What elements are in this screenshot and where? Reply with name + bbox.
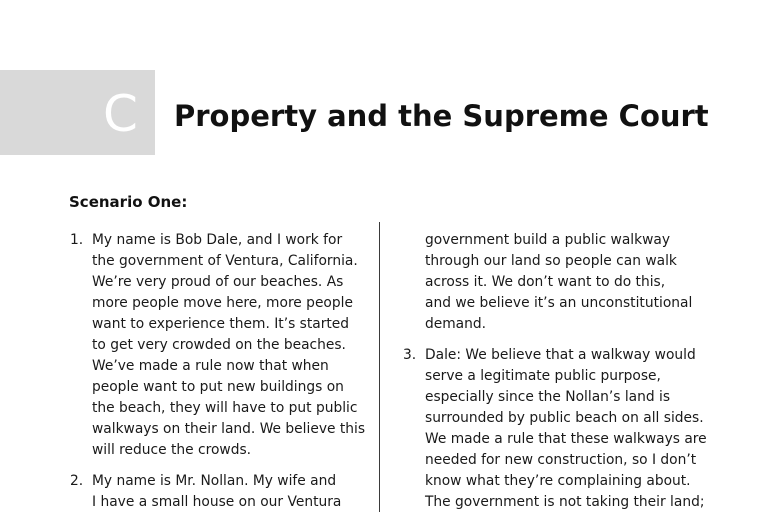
item1-line: more people move here, more people xyxy=(92,295,353,311)
page-title: Property and the Supreme Court xyxy=(174,99,709,133)
item-number-1: 1. xyxy=(70,232,84,248)
item3-line: We made a rule that these walkways are xyxy=(425,431,707,447)
item2-continued-line: across it. We don’t want to do this, xyxy=(425,274,666,290)
item3-line: needed for new construction, so I don’t xyxy=(425,452,697,468)
item2-continued-line: and we believe it’s an unconstitutional xyxy=(425,295,693,311)
item2-continued-line: government build a public walkway xyxy=(425,232,671,248)
item-number-3: 3. xyxy=(403,347,417,363)
item1-line: My name is Bob Dale, and I work for xyxy=(92,232,343,248)
item2-line: My name is Mr. Nollan. My wife and xyxy=(92,473,337,489)
item1-line: walkways on their land. We believe this xyxy=(92,421,366,437)
section-letter: C xyxy=(103,85,138,143)
item3-line: Dale: We believe that a walkway would xyxy=(425,347,696,363)
item1-line: We’ve made a rule now that when xyxy=(92,358,329,374)
item1-line: the government of Ventura, California. xyxy=(92,253,358,269)
item1-line: people want to put new buildings on xyxy=(92,379,344,395)
item1-line: want to experience them. It’s started xyxy=(92,316,350,332)
item1-line: to get very crowded on the beaches. xyxy=(92,337,346,353)
column-divider xyxy=(379,222,380,512)
item2-continued-line: through our land so people can walk xyxy=(425,253,677,269)
item1-line: the beach, they will have to put public xyxy=(92,400,358,416)
item1-line: We’re very proud of our beaches. As xyxy=(92,274,344,290)
item3-line: surrounded by public beach on all sides. xyxy=(425,410,704,426)
item3-line: know what they’re complaining about. xyxy=(425,473,691,489)
item3-line: serve a legitimate public purpose, xyxy=(425,368,661,384)
item1-line: will reduce the crowds. xyxy=(92,442,252,458)
scenario-heading: Scenario One: xyxy=(69,193,188,211)
item2-continued-line: demand. xyxy=(425,316,487,332)
item3-line: especially since the Nollan’s land is xyxy=(425,389,671,405)
item3-line: The government is not taking their land; xyxy=(425,494,705,510)
item2-line: I have a small house on our Ventura xyxy=(92,494,342,510)
item-number-2: 2. xyxy=(70,473,84,489)
